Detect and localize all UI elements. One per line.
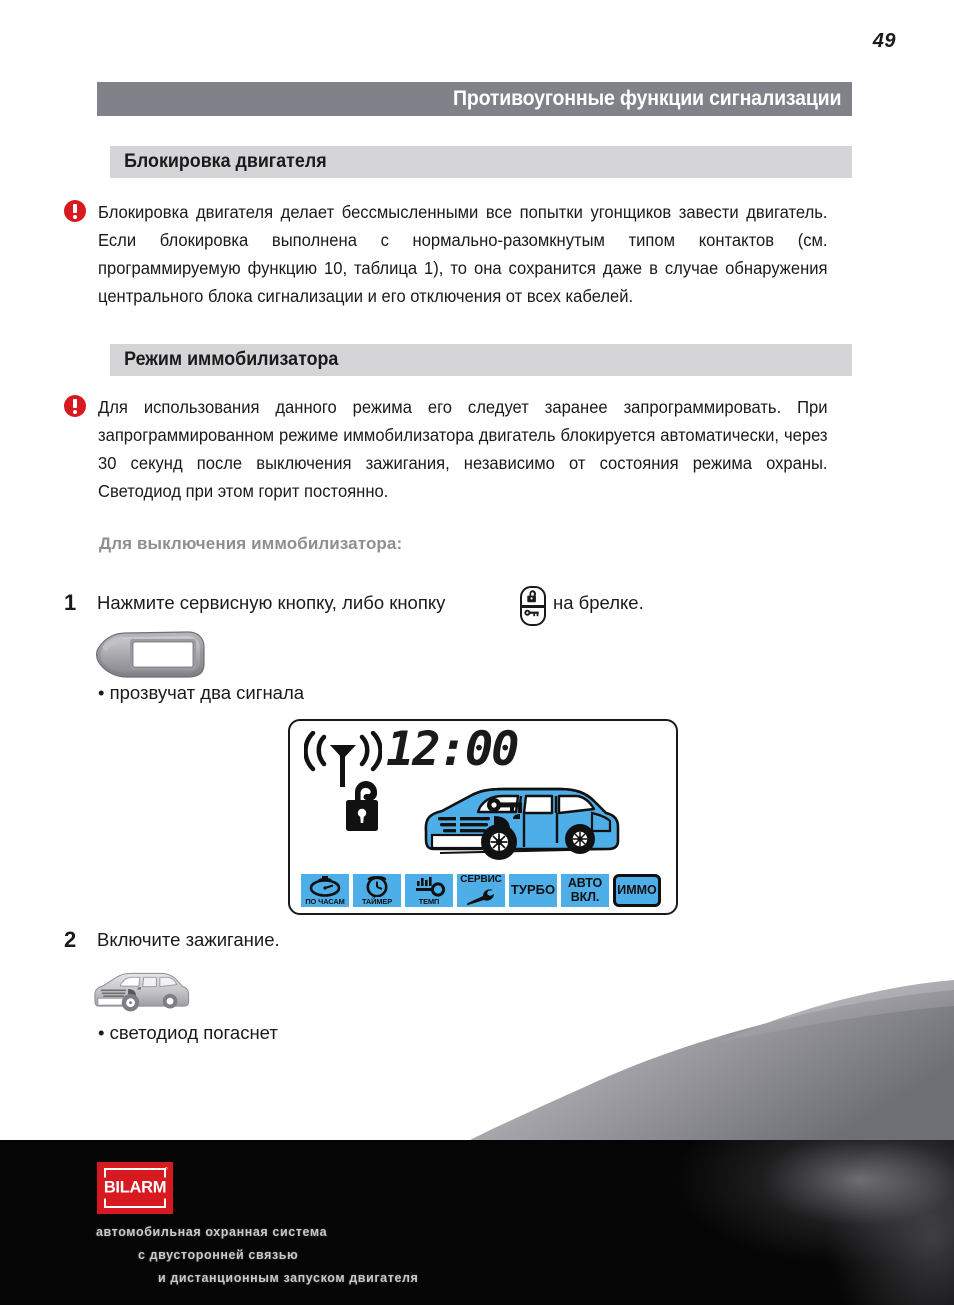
clock-icon <box>353 876 401 897</box>
step-1-text-before: Нажмите сервисную кнопку, либо кнопку <box>97 592 446 613</box>
warning-block-engine-block <box>64 198 854 310</box>
logo-text: BILARM <box>97 1178 173 1199</box>
stopwatch-icon <box>301 876 349 897</box>
section-header-label: Режим иммобилизатора <box>124 349 339 370</box>
step-2-bullet: • светодиод погаснет <box>98 1022 278 1043</box>
lcd-icon-po-chasam[interactable] <box>301 874 349 907</box>
footer-tagline <box>96 1221 418 1290</box>
tagline-line-3: и дистанционным запуском двигателя <box>158 1271 419 1285</box>
lcd-icon-turbo[interactable] <box>509 874 557 907</box>
warning-text: Блокировка двигателя делает бессмысленными все попытки угонщиков завести двигатель. Если блокировка выполнена с нормально-разомкнутым типом контактов (см. программируемую функцию 10, таблица 1), то она сохранится даже в случае обнаружения центрального блока сигнализации и его отключения от всех кабелей. <box>98 202 828 306</box>
padlock-key-glyph <box>522 588 544 624</box>
exclamation-icon <box>64 395 86 417</box>
decorative-swoosh <box>0 980 954 1140</box>
thermometer-icon <box>405 876 453 897</box>
section-header-engine-block <box>110 146 852 178</box>
exclamation-icon <box>64 200 86 222</box>
step-1-number: 1 <box>64 590 77 615</box>
warning-text: Для использования данного режима его следует заранее запрограммировать. При запрограммированном режиме иммобилизатора двигатель блокируется автоматически, через 30 секунд после выключения зажигания, независимо от состояния режима охраны. Светодиод при этом горит постоянно. <box>98 397 828 501</box>
lcd-icon-label: ИММО <box>617 883 657 898</box>
step-1-bullet: • прозвучат два сигнала <box>98 682 305 703</box>
lcd-icon-label-line1: АВТО <box>567 875 603 890</box>
chapter-title: Противоугонные функции сигнализации <box>452 87 841 110</box>
lcd-icon-label: СЕРВИС <box>460 874 502 885</box>
section-header-label: Блокировка двигателя <box>124 151 327 172</box>
step-2-number: 2 <box>64 927 77 952</box>
lcd-icon-label-line2: ВКЛ. <box>570 889 600 904</box>
lcd-icon-label: ТУРБО <box>510 882 556 898</box>
tagline-line-1: автомобильная охранная система <box>96 1225 328 1239</box>
registered-mark: ° <box>164 1166 168 1175</box>
lcd-icon-label: ТЕМП <box>418 897 440 906</box>
lcd-icon-taymer[interactable] <box>353 874 401 907</box>
section-header-immobilizer <box>110 344 852 376</box>
lcd-icon-label: ПО ЧАСАМ <box>305 897 345 906</box>
lcd-icon-avto-vkl[interactable] <box>561 874 609 907</box>
bilarm-logo <box>97 1162 173 1214</box>
key-fob-remote-image <box>92 628 210 685</box>
tagline-line-2: с двусторонней связью <box>138 1248 299 1262</box>
wrench-icon <box>457 888 505 906</box>
fob-unlock-service-button-icon <box>520 586 546 626</box>
suv-with-key-icon <box>420 769 625 874</box>
chapter-title-bar <box>97 82 852 116</box>
step-1-text-after: на брелке. <box>553 592 644 613</box>
lcd-icon-label: ТАЙМЕР <box>361 897 393 906</box>
procedure-sub-heading: Для выключения иммобилизатора: <box>99 534 403 553</box>
footer-glow-decoration <box>524 1140 954 1305</box>
lcd-display <box>288 719 678 915</box>
lcd-status-icon-row <box>301 874 661 907</box>
lcd-icon-immo[interactable] <box>613 874 661 907</box>
lcd-clock: 12:00 <box>386 722 518 777</box>
page-number: 49 <box>872 30 896 52</box>
open-padlock-icon <box>342 776 392 843</box>
step-2-text: Включите зажигание. <box>97 929 280 950</box>
warning-block-immobilizer <box>64 393 854 505</box>
lcd-icon-servis[interactable] <box>457 874 505 907</box>
lcd-icon-temp[interactable] <box>405 874 453 907</box>
